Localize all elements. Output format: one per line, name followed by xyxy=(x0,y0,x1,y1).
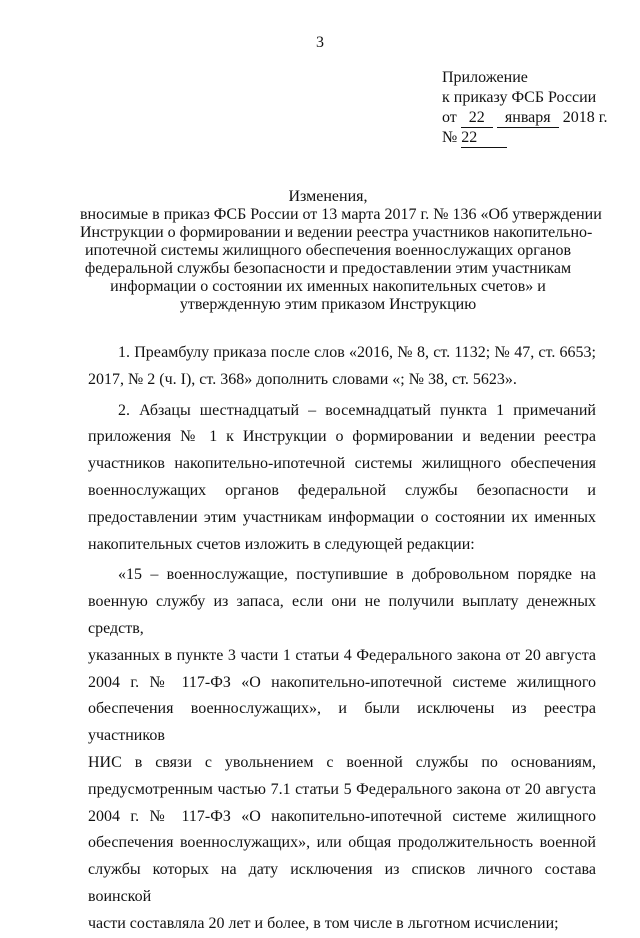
text-line: участников накопительно-ипотечной системы жилищного обеспечения xyxy=(88,455,596,473)
text-line: «15 – военнослужащие, поступившие в добровольном порядке на xyxy=(118,566,596,584)
text-line: обеспечения военнослужащих», и были исключены из реестра участников xyxy=(88,700,596,745)
text-line: обеспечения военнослужащих», или общая продолжительность военной xyxy=(88,834,596,852)
document-title xyxy=(80,188,602,314)
appendix-order-ref: к приказу ФСБ России xyxy=(442,89,597,106)
date-day: 22 xyxy=(461,109,493,128)
date-prefix: от xyxy=(442,109,457,126)
document-body xyxy=(88,340,596,938)
text-line: 2. Абзацы шестнадцатый – восемнадцатый пункта 1 примечаний xyxy=(118,401,596,419)
appendix-date-line xyxy=(442,108,632,128)
text-line: 2004 г. № 117-ФЗ «О накопительно-ипотечной системе жилищного xyxy=(88,807,596,825)
text-line: предоставлении этим участникам информации о состоянии их именных xyxy=(88,508,596,526)
paragraph-1 xyxy=(88,340,596,394)
text-line: приложения № 1 к Инструкции о формировании и ведении реестра xyxy=(88,428,596,446)
appendix-title: Приложение xyxy=(442,69,528,86)
title-line: Изменения, xyxy=(288,188,368,205)
text-line: 2004 г. № 117-ФЗ «О накопительно-ипотечной системе жилищного xyxy=(88,673,596,691)
title-line: федеральной службы безопасности и предоставлении этим участникам xyxy=(84,260,572,277)
text-line: накопительных счетов изложить в следующей редакции: xyxy=(88,535,475,553)
text-line: 1. Преамбулу приказа после слов «2016, № 8, ст. 1132; № 47, ст. 6653; xyxy=(118,344,596,361)
title-line: вносимые в приказ ФСБ России от 13 марта 2017 г. № 136 «Об утверждении xyxy=(80,206,602,223)
text-line: военную службу из запаса, если они не получили выплату денежных средств, xyxy=(88,593,596,637)
title-line: информации о состоянии их именных накопительных счетов» и xyxy=(110,278,546,295)
text-line: военнослужащих органов федеральной службы безопасности и xyxy=(88,481,596,499)
title-line: утвержденную этим приказом Инструкцию xyxy=(179,296,477,313)
title-line: Инструкции о формировании и ведении реестра участников накопительно- xyxy=(80,224,593,241)
text-line: указанных в пункте 3 части 1 статьи 4 Федерального закона от 20 августа xyxy=(88,646,596,664)
appendix-block xyxy=(442,68,632,148)
text-line: НИС в связи с увольнением с военной службы по основаниям, xyxy=(88,753,596,771)
text-line: предусмотренным частью 7.1 статьи 5 Федерального закона от 20 августа xyxy=(88,780,596,798)
text-line: 2017, № 2 (ч. I), ст. 368» дополнить словами «; № 38, ст. 5623». xyxy=(88,370,517,388)
order-number: 22 xyxy=(461,129,507,148)
date-month: января xyxy=(497,109,559,128)
paragraph-3 xyxy=(88,562,596,937)
page-number: 3 xyxy=(316,34,324,51)
appendix-number-line xyxy=(442,128,632,148)
text-line: службы которых на дату исключения из списков личного состава воинской xyxy=(88,861,596,905)
paragraph-2 xyxy=(88,398,596,559)
date-year: 2018 г. xyxy=(562,109,608,126)
title-line: ипотечной системы жилищного обеспечения военнослужащих органов xyxy=(84,242,572,259)
number-prefix: № xyxy=(442,129,458,146)
text-line: части составляла 20 лет и более, в том числе в льготном исчислении; xyxy=(88,914,559,932)
